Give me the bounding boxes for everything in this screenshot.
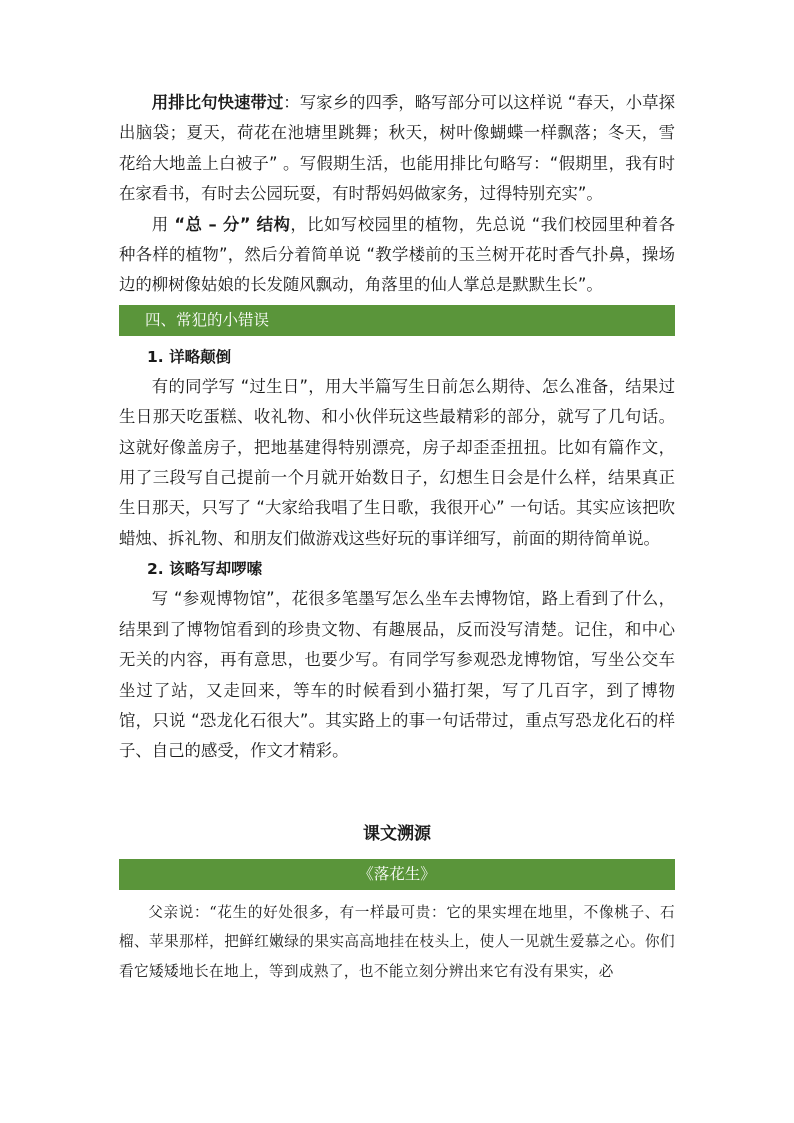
paragraph-prefix: 用: [151, 214, 175, 234]
paragraph-lead: 用排比句快速带过: [151, 93, 284, 112]
document-page: [119, 88, 675, 986]
section-banner-common-mistakes: 四、常犯的小错误: [119, 305, 675, 336]
paragraph-verbose-summary: 写 “参观博物馆”，花很多笔墨写怎么坐车去博物馆，路上看到了什么，结果到了博物馆看到的珍贵文物、有趣展品，反而没写清楚。记住，和中心无关的内容，再有意思，也要少写。有同学写参观恐龙博物馆，写坐公交车坐过了站，又走回来，等车的时候看到小猫打架，写了几百字，到了博物馆，只说 “恐龙化石很大”。其实路上的事一句话带过，重点写恐龙化石的样子、自己的感受，作文才精彩。: [119, 589, 675, 761]
section-banner-luohuasheng: 《落花生》: [119, 859, 675, 890]
paragraph-quote-excerpt: 父亲说：“花生的好处很多，有一样最可贵：它的果实埋在地里，不像桃子、石榴、苹果那样，把鲜红嫩绿的果实高高地挂在枝头上，使人一见就生爱慕之心。你们看它矮矮地长在地上，等到成熟了，也不能立刻分辨出来它有没有果实，必: [119, 903, 675, 980]
subheading-verbose-summary: 2. 该略写却啰嗦: [147, 560, 263, 579]
paragraph-general-specific: [119, 210, 675, 301]
paragraph-parallelism: [119, 88, 675, 210]
paragraph-lead: “总 – 分” 结构: [174, 214, 291, 234]
subheading-detail-reversed: 1. 详略颠倒: [147, 347, 232, 366]
paragraph-body: ：写家乡的四季，略写部分可以这样说 “春天，小草探出脑袋；夏天，荷花在池塘里跳舞；秋天，树叶像蝴蝶一样飘落；冬天，雪花给大地盖上白被子” 。写假期生活，也能用排比句略写：“假期里，我有时在家看书，有时去公园玩耍，有时帮妈妈做家务，过得特别充实”。: [119, 93, 676, 204]
paragraph-body: ，比如写校园里的植物，先总说 “我们校园里种着各种各样的植物”，然后分着简单说 “教学楼前的玉兰树开花时香气扑鼻，操场边的柳树像姑娘的长发随风飘动，角落里的仙人掌总是默默生长”。: [119, 214, 676, 295]
spacer: [119, 767, 675, 819]
paragraph-detail-reversed: 有的同学写 “过生日”，用大半篇写生日前怎么期待、怎么准备，结果过生日那天吃蛋糕、收礼物、和小伙伴玩这些最精彩的部分，就写了几句话。这就好像盖房子，把地基建得特别漂亮，房子却歪歪扭扭。比如有篇作文，用了三段写自己提前一个月就开始数日子，幻想生日会是什么样，结果真正生日那天，只写了 “大家给我唱了生日歌，我很开心” 一句话。其实应该把吹蜡烛、拆礼物、和朋友们做游戏这些好玩的事详细写，前面的期待简单说。: [119, 376, 675, 548]
section-title-text-source: 课文溯源: [363, 823, 431, 844]
